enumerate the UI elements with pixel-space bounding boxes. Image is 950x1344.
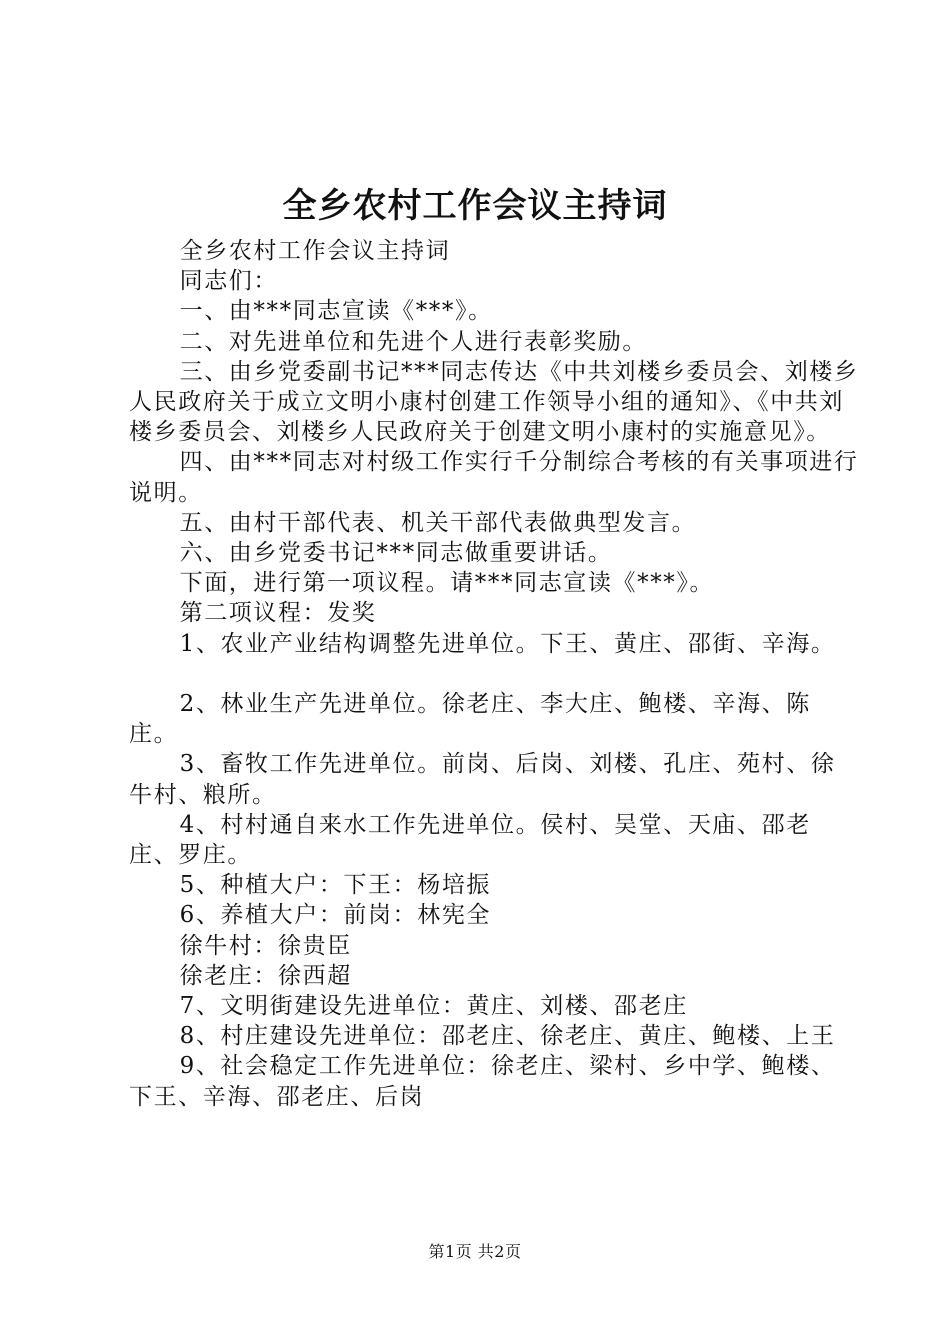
paragraph-item-2: 二、对先进单位和先进个人进行表彰奖励。 (179, 328, 647, 355)
paragraph-subtitle: 全乡农村工作会议主持词 (179, 238, 451, 264)
paragraph-award-5: 5、种植大户：下王：杨培振 (179, 872, 492, 899)
paragraph-item-1: 一、由***同志宣读《***》。 (179, 298, 493, 325)
paragraph-item-5: 五、由村干部代表、机关干部代表做典型发言。 (179, 509, 697, 536)
document-body (129, 236, 859, 1112)
paragraph-agenda-1: 下面，进行第一项议程。请***同志宣读《***》。 (179, 570, 715, 597)
document-title: 全乡农村工作会议主持词 (282, 186, 668, 226)
paragraph-award-7: 7、文明街建设先进单位：黄庄、刘楼、邵老庄 (179, 993, 688, 1020)
paragraph-award-2: 2、林业生产先进单位。徐老庄、李大庄、鲍楼、辛海、陈庄。 (129, 691, 811, 748)
paragraph-greeting: 同志们： (179, 268, 278, 295)
paragraph-award-1: 1、农业产业结构调整先进单位。下王、黄庄、邵街、辛海。 (179, 630, 836, 657)
paragraph-item-3: 三、由乡党委副书记***同志传达《中共刘楼乡委员会、刘楼乡人民政府关于成立文明小康村创建工作领导小组的通知》、《中共刘楼乡委员会、刘楼乡人民政府关于创建文明小康村的实施意见》。 (129, 358, 859, 446)
paragraph-award-3: 3、畜牧工作先进单位。前岗、后岗、刘楼、孔庄、苑村、徐牛村、粮所。 (129, 751, 836, 808)
paragraph-award-6-entry-3: 徐老庄：徐西超 (179, 962, 352, 989)
paragraph-award-9: 9、社会稳定工作先进单位：徐老庄、梁村、乡中学、鲍楼、下王、辛海、邵老庄、后岗 (129, 1053, 836, 1110)
paragraph-award-4: 4、村村通自来水工作先进单位。侯村、吴堂、天庙、邵老庄、罗庄。 (129, 811, 811, 869)
paragraph-award-8: 8、村庄建设先进单位：邵老庄、徐老庄、黄庄、鲍楼、上王 (179, 1023, 836, 1050)
paragraph-award-6-entry-2: 徐牛村：徐贵臣 (179, 932, 352, 959)
blank-line (129, 659, 859, 689)
page-footer: 第1页 共2页 (428, 1242, 522, 1261)
paragraph-award-6: 6、养植大户：前岗：林宪全 (179, 902, 492, 929)
paragraph-item-6: 六、由乡党委书记***同志做重要讲话。 (179, 540, 613, 567)
paragraph-item-4: 四、由***同志对村级工作实行千分制综合考核的有关事项进行说明。 (129, 449, 859, 506)
paragraph-agenda-2: 第二项议程：发奖 (179, 600, 377, 627)
